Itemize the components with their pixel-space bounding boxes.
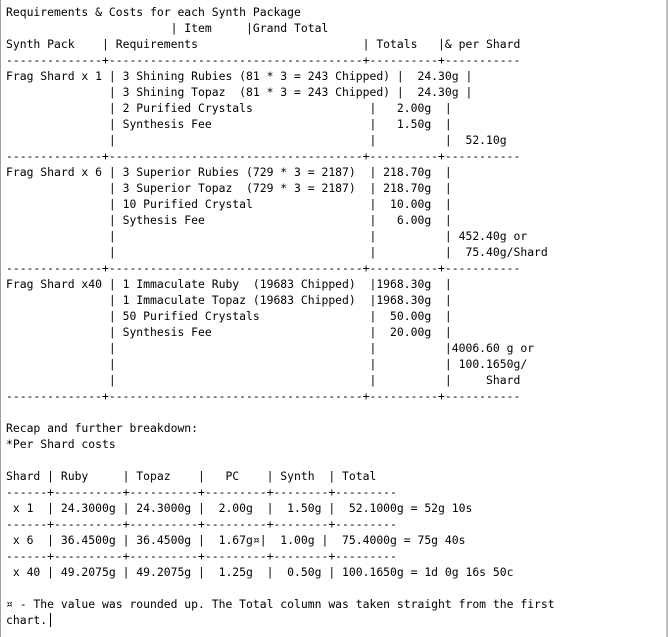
text-line: x 6 | 36.4500g | 36.4500g | 1.67g¤| 1.00g | 75.4000g = 75g 40s [6,533,466,547]
text-line: x 40 | 49.2075g | 49.2075g | 1.25g | 0.50g | 100.1650g = 1d 0g 16s 50c [6,565,514,579]
text-line: | | | 75.40g/Shard [6,245,548,259]
text-line: --------------+-------------------------------------+----------+----------- [6,389,521,403]
text-line: --------------+-------------------------------------+----------+----------- [6,149,521,163]
text-line: *Per Shard costs [6,437,116,451]
text-caret [50,613,51,627]
text-line: | | |4006.60 g or [6,341,535,355]
text-line: | | | 100.1650g/ [6,357,528,371]
text-line: Frag Shard x 6 | 3 Superior Rubies (729 * 3 = 2187) | 218.70g | [6,165,452,179]
text-line: --------------+-------------------------------------+----------+----------- [6,53,521,67]
text-line: chart. [6,613,48,627]
text-line: | | | 52.10g [6,133,507,147]
text-line: ------+----------+----------+---------+--------+--------- [6,485,397,499]
text-line: Frag Shard x40 | 1 Immaculate Ruby (19683 Chipped) |1968.30g | [6,277,452,291]
text-line: | 10 Purified Crystal | 10.00g | [6,197,452,211]
text-line: ------+----------+----------+---------+--------+--------- [6,549,397,563]
text-line: | Item |Grand Total [6,21,329,35]
text-line: --------------+-------------------------------------+----------+----------- [6,261,521,275]
text-line: Requirements & Costs for each Synth Package [6,5,301,19]
text-line: ¤ - The value was rounded up. The Total column was taken straight from the first [6,597,555,611]
text-line: Shard | Ruby | Topaz | PC | Synth | Total [6,469,377,483]
text-line: ------+----------+----------+---------+--------+--------- [6,517,397,531]
text-line: | | | 452.40g or [6,229,528,243]
text-line: | 3 Shining Topaz (81 * 3 = 243 Chipped) | 24.30g | [6,85,473,99]
text-editor-area[interactable] [1,0,665,637]
text-line: | 3 Superior Topaz (729 * 3 = 2187) | 218.70g | [6,181,452,195]
text-line: | Synthesis Fee | 20.00g | [6,325,452,339]
text-line: Frag Shard x 1 | 3 Shining Rubies (81 * 3 = 243 Chipped) | 24.30g | [6,69,473,83]
text-line: | 50 Purified Crystals | 50.00g | [6,309,452,323]
text-line: | Sythesis Fee | 6.00g | [6,213,452,227]
text-line: x 1 | 24.3000g | 24.3000g | 2.00g | 1.50g | 52.1000g = 52g 10s [6,501,473,515]
text-line: | 2 Purified Crystals | 2.00g | [6,101,452,115]
text-line: | | | Shard [6,373,521,387]
text-line: Synth Pack | Requirements | Totals |& per Shard [6,37,521,51]
text-line: Recap and further breakdown: [6,421,199,435]
text-line: | 1 Immaculate Topaz (19683 Chipped) |1968.30g | [6,293,452,307]
text-line: | Synthesis Fee | 1.50g | [6,117,452,131]
